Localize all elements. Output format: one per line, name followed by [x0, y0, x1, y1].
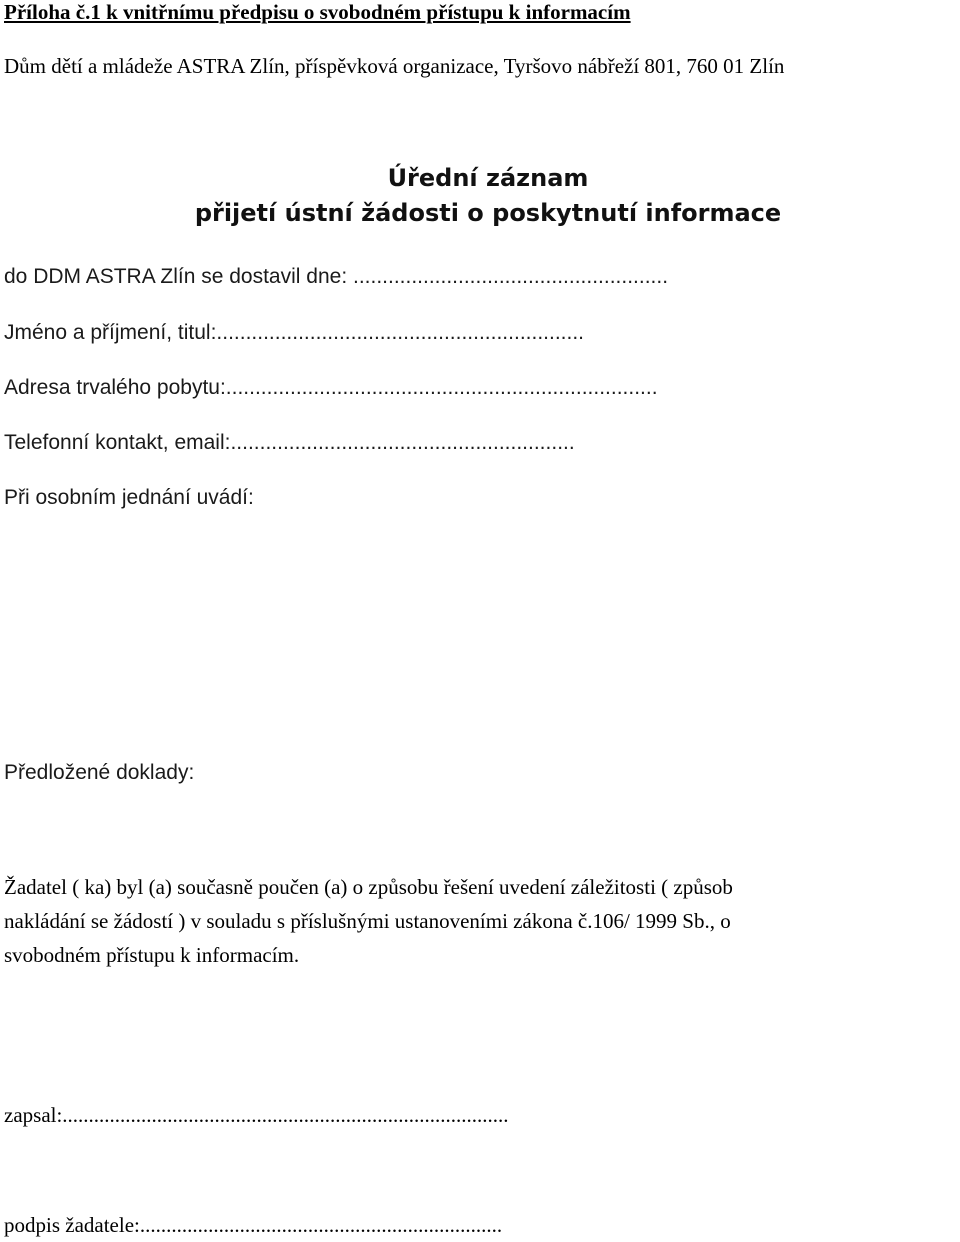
notice-line-2: nakládání se žádostí ) v souladu s příslušnými ustanoveními zákona č.106/ 1999 Sb., o: [4, 909, 731, 933]
applicant-signature-field: podpis žadatele:.....................................................................: [4, 1213, 503, 1237]
applicant-notice: [4, 870, 904, 972]
contact-field: Telefonní kontakt, email:...........................................................: [4, 431, 575, 454]
submitted-documents-label: Předložené doklady:: [4, 761, 195, 784]
recorded-by-field: zapsal:.....................................................................................: [4, 1103, 509, 1127]
organization-address: Dům dětí a mládeže ASTRA Zlín, příspěvková organizace, Tyršovo nábřeží 801, 760 01 Zlín: [4, 54, 785, 78]
attachment-heading: Příloha č.1 k vnitřnímu předpisu o svobodném přístupu k informacím: [4, 0, 631, 24]
statement-label: Při osobním jednání uvádí:: [4, 486, 254, 509]
arrival-date-field: do DDM ASTRA Zlín se dostavil dne: ......................................................: [4, 265, 669, 288]
notice-line-3: svobodném přístupu k informacím.: [4, 943, 300, 967]
name-title-field: Jméno a příjmení, titul:...............................................................: [4, 321, 584, 344]
document-title: Úřední záznam: [387, 164, 589, 192]
permanent-address-field: Adresa trvalého pobytu:..........................................................................: [4, 376, 658, 399]
document-subtitle: přijetí ústní žádosti o poskytnutí informace: [194, 199, 782, 227]
notice-line-1: Žadatel ( ka) byl (a) současně poučen (a) o způsobu řešení uvedení záležitosti ( způsob: [4, 875, 733, 899]
